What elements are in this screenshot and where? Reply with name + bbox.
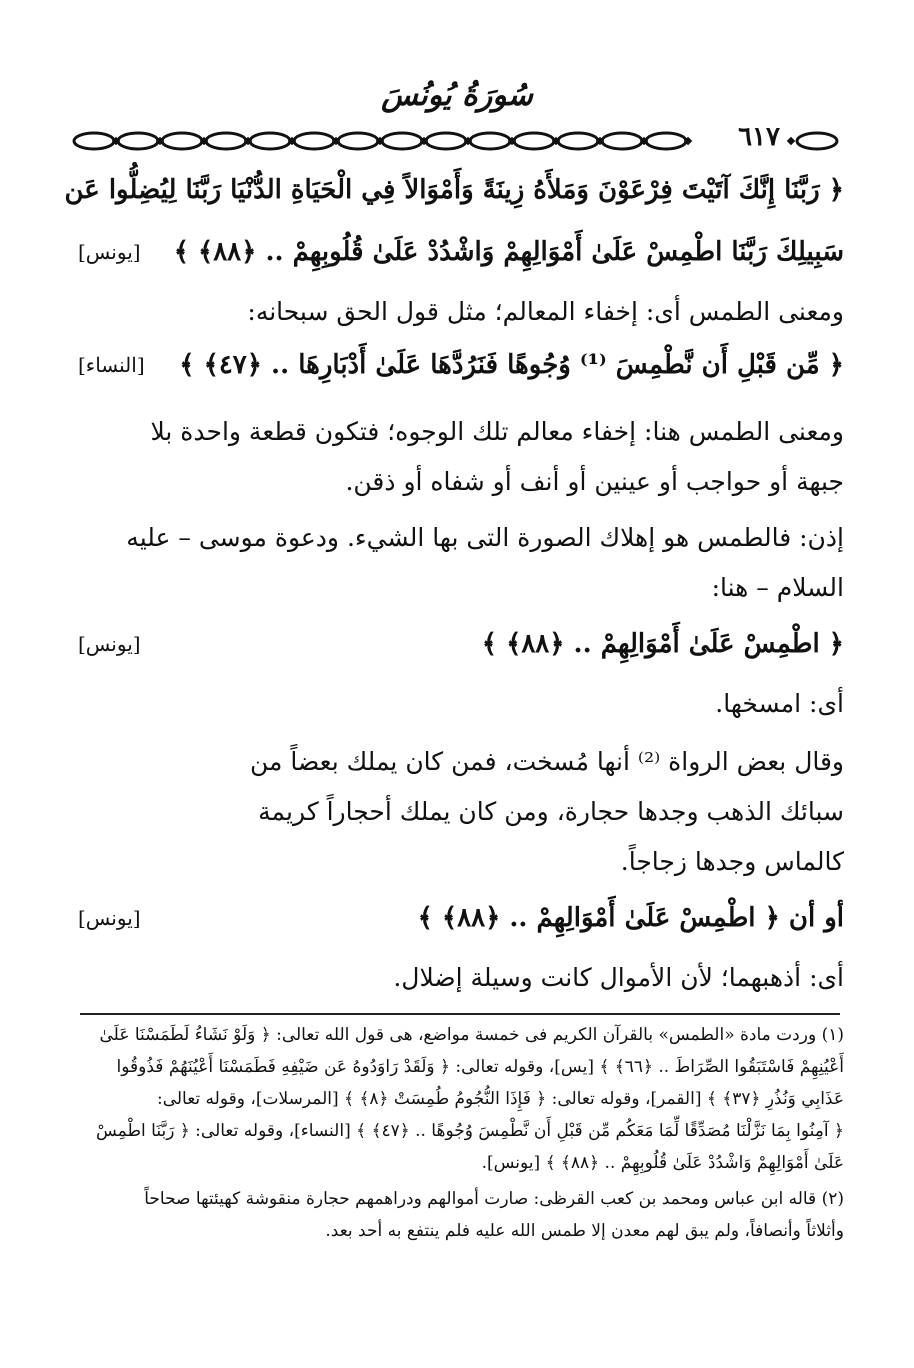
footnote-2-line-1: (٢) قاله ابن عباس ومحمد بن كعب القرظى: صارت أموالهم ودراهمهم حجارة منقوشة كهيئتها صحاحاً bbox=[144, 1189, 844, 1209]
footnote-divider bbox=[80, 1013, 840, 1015]
body-line-6: جبهة أو حواجب أو عينين أو أنف أو شفاه أو ذقن. bbox=[345, 467, 844, 496]
surah-reference: [النساء] bbox=[78, 353, 145, 377]
footnote-1-line-1: (١) وردت مادة «الطمس» بالقرآن الكريم فى خمسة مواضع، هى قول الله تعالى: ﴿ وَلَوْ نَشَاءُ لَطَمَسْنَا عَلَىٰ bbox=[99, 1025, 844, 1045]
body-line-3: ومعنى الطمس أى: إخفاء المعالم؛ مثل قول الحق سبحانه: bbox=[247, 297, 844, 326]
footnote-2-line-2: وأثلاثاً وأنصافاً، ولم يبق لهم معدن إلا طمس الله عليه فلم ينتفع به أحد بعد. bbox=[325, 1221, 844, 1241]
body-line-5: ومعنى الطمس هنا: إخفاء معالم تلك الوجوه؛ فتكون قطعة واحدة بلا bbox=[150, 417, 844, 446]
chain-ornament bbox=[72, 126, 842, 156]
verse-line-9: ﴿ اطْمِسْ عَلَىٰ أَمْوَالِهِمْ .. ﴿٨٨﴾ ﴾ bbox=[481, 629, 844, 659]
body-line-7: إذن: فالطمس هو إهلاك الصورة التى بها الشيء. ودعوة موسى – عليه bbox=[126, 523, 844, 552]
footnote-1-line-4: ﴿ آمِنُوا بِمَا نَزَّلْنَا مُصَدِّقًا لِّمَا مَعَكُم مِّن قَبْلِ أَن نَّطْمِسَ وُجُوهًا .. ﴿٤٧﴾ ﴾ [النساء]، وقوله تعالى: ﴿ رَبَّنَا اطْمِسْ bbox=[96, 1121, 844, 1141]
surah-reference: [يونس] bbox=[78, 906, 141, 930]
body-line-13: كالماس وجدها زجاجاً. bbox=[620, 847, 844, 876]
body-line-10: أى: امسخها. bbox=[715, 689, 844, 718]
body-line-15: أى: أذهبهما؛ لأن الأموال كانت وسيلة إضلال. bbox=[393, 963, 844, 992]
body-line-8: السلام – هنا: bbox=[711, 573, 844, 602]
body-line-12: سبائك الذهب وجدها حجارة، ومن كان يملك أحجاراً كريمة bbox=[258, 797, 844, 826]
body-line-11: وقال بعض الرواة ⁽²⁾ أنها مُسخت، فمن كان يملك بعضاً من bbox=[249, 747, 844, 776]
surah-reference: [يونس] bbox=[78, 240, 141, 264]
verse-line-2: سَبِيلِكَ رَبَّنَا اطْمِسْ عَلَىٰ أَمْوَالِهِمْ وَاشْدُدْ عَلَىٰ قُلُوبِهِمْ .. ﴿٨٨﴾ ﴾ bbox=[173, 237, 844, 267]
footnote-1-line-5: عَلَىٰ أَمْوَالِهِمْ وَاشْدُدْ عَلَىٰ قُلُوبِهِمْ .. ﴿٨٨﴾ ﴾ [يونس]. bbox=[481, 1153, 844, 1173]
page-number: ٦١٧ bbox=[738, 122, 780, 152]
surah-title: سُورَةُ يُونُسَ bbox=[381, 78, 533, 113]
footnote-1-line-3: عَذَابِي وَنُذُرِ ﴿٣٧﴾ ﴾ [القمر]، وقوله تعالى: ﴿ فَإِذَا النُّجُومُ طُمِسَتْ ﴿٨﴾ ﴾ [المرسلات]، وقوله تعالى: bbox=[156, 1089, 844, 1109]
verse-line-4: ﴿ مِّن قَبْلِ أَن نَّطْمِسَ ⁽¹⁾ وُجُوهًا فَنَرُدَّهَا عَلَىٰ أَدْبَارِهَا .. ﴿٤٧﴾ ﴾ bbox=[179, 350, 844, 380]
surah-reference: [يونس] bbox=[78, 632, 141, 656]
decorative-chain-border bbox=[72, 122, 842, 156]
footnote-1-line-2: أَعْيُنِهِمْ فَاسْتَبَقُوا الصِّرَاطَ .. ﴿٦٦﴾ ﴾ [يس]، وقوله تعالى: ﴿ وَلَقَدْ رَاوَدُوهُ عَن ضَيْفِهِ فَطَمَسْنَا أَعْيُنَهُمْ فَذُوقُوا bbox=[116, 1057, 844, 1077]
verse-line-1: ﴿ رَبَّنَا إِنَّكَ آتَيْتَ فِرْعَوْنَ وَمَلأَهُ زِينَةً وَأَمْوَالاً فِي الْحَيَاةِ الدُّنْيَا رَبَّنَا لِيُضِلُّوا عَن bbox=[64, 175, 844, 205]
verse-line-14: أو أن ﴿ اطْمِسْ عَلَىٰ أَمْوَالِهِمْ .. ﴿٨٨﴾ ﴾ bbox=[417, 903, 844, 933]
